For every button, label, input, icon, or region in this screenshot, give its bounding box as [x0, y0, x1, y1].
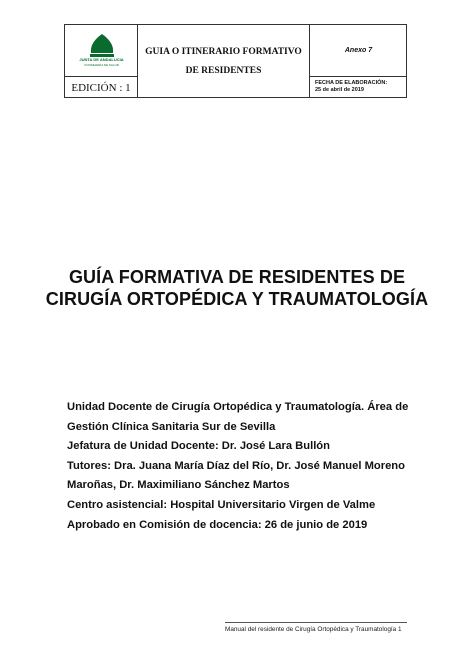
unit-line2: Gestión Clínica Sanitaria Sur de Sevilla — [67, 420, 276, 433]
tutors-line1: Tutores: Dra. Juana María Díaz del Río, Dr. José Manuel Moreno — [67, 459, 405, 472]
footer-text: Manual del residente de Cirugía Ortopédica y Traumatología — [225, 626, 397, 633]
document-details — [67, 398, 417, 535]
date-label: FECHA DE ELABORACIÓN: — [315, 80, 388, 86]
date-value: 25 de abril de 2019 — [315, 87, 364, 93]
document-title-line1: GUÍA FORMATIVA DE RESIDENTES DE — [68, 267, 406, 287]
date-cell — [310, 77, 407, 98]
tutors-line2: Maroñas, Dr. Maximiliano Sánchez Martos — [67, 479, 290, 492]
header-title-line1: GUIA O ITINERARIO FORMATIVO — [145, 46, 302, 57]
approval-date: Aprobado en Comisión de docencia: 26 de junio de 2019 — [67, 518, 368, 531]
header-title-line2: DE RESIDENTES — [185, 65, 262, 76]
logo-subtext: CONSEJERIA DE SALUD — [84, 63, 119, 67]
care-center: Centro asistencial: Hospital Universitario Virgen de Valme — [67, 498, 376, 511]
page-number: 1 — [398, 626, 402, 633]
header-title — [138, 25, 310, 98]
logo-text: JUNTA DE ANDALUCIA — [79, 57, 124, 62]
document-title-line2: CIRUGÍA ORTOPÉDICA Y TRAUMATOLOGÍA — [45, 289, 429, 309]
page-footer — [225, 626, 407, 633]
annex-label: Anexo 7 — [310, 25, 407, 77]
unit-line1: Unidad Docente de Cirugía Ortopédica y Traumatología. Área de — [67, 401, 409, 413]
footer-divider — [225, 622, 407, 623]
document-header — [64, 24, 407, 98]
logo-cell — [65, 25, 138, 77]
document-title — [40, 266, 434, 310]
edition-label: EDICIÓN : 1 — [65, 77, 138, 98]
head-of-unit: Jefatura de Unidad Docente: Dr. José Lara Bullón — [67, 440, 330, 453]
